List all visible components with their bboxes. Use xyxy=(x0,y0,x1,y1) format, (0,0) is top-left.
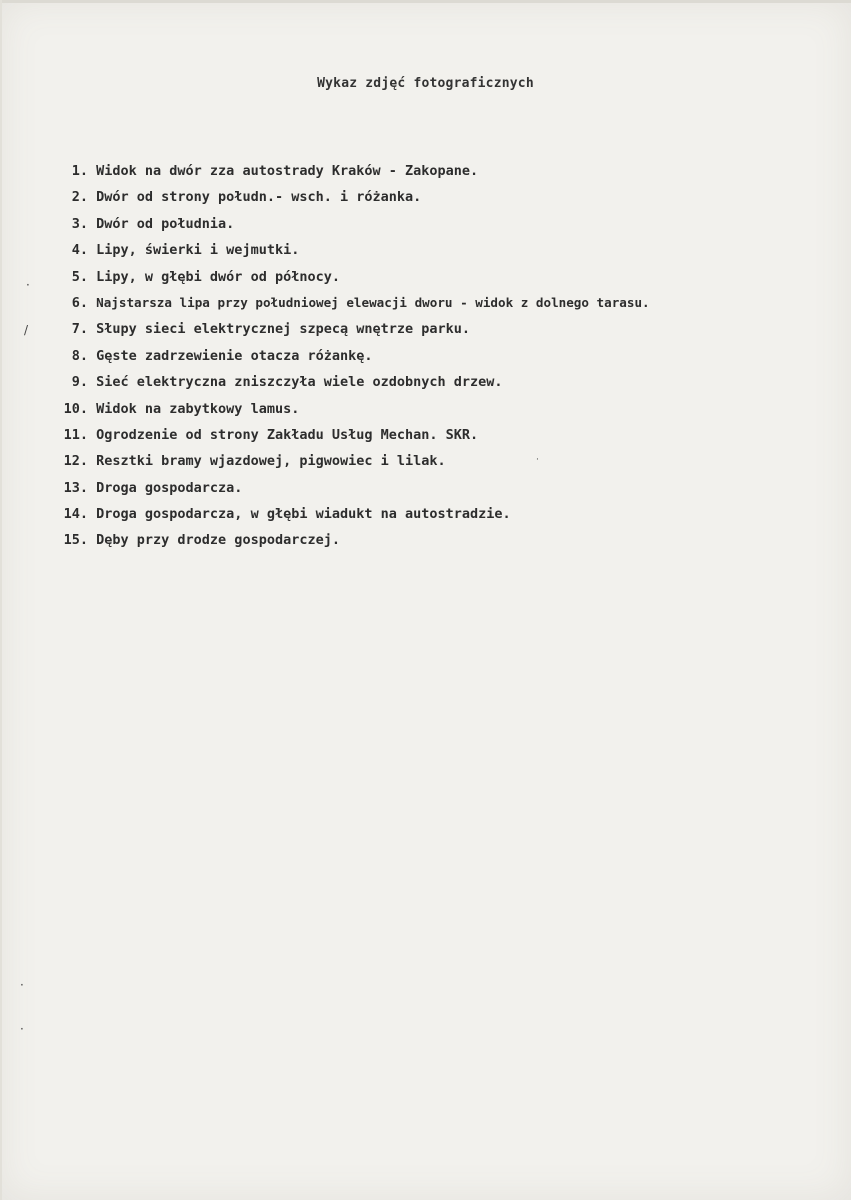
list-item xyxy=(44,427,844,453)
item-text: Droga gospodarcza. xyxy=(96,479,243,496)
page-edge-left xyxy=(0,0,2,1200)
list-item xyxy=(44,216,844,242)
list-item xyxy=(44,242,844,268)
item-text: Lipy, w głębi dwór od północy. xyxy=(96,268,340,285)
item-number: 8. xyxy=(71,347,88,364)
photo-list xyxy=(44,163,844,559)
list-item xyxy=(44,532,844,558)
item-number: 11. xyxy=(63,426,88,443)
item-number: 5. xyxy=(71,268,88,285)
text-speck: · xyxy=(536,455,539,465)
item-number: 10. xyxy=(63,400,88,417)
item-number: 3. xyxy=(71,215,88,232)
list-item xyxy=(44,295,844,321)
list-item xyxy=(44,269,844,295)
item-text: Widok na zabytkowy lamus. xyxy=(96,400,300,417)
item-number: 2. xyxy=(71,189,88,206)
item-text: Sieć elektryczna zniszczyła wiele ozdobnych drzew. xyxy=(96,374,503,391)
item-number: 6. xyxy=(71,294,88,311)
item-text: Słupy sieci elektrycznej szpecą wnętrze parku. xyxy=(96,321,471,338)
item-number: 7. xyxy=(71,321,88,338)
item-number: 12. xyxy=(63,453,88,470)
list-item xyxy=(44,189,844,215)
list-item xyxy=(44,453,844,479)
item-text: Dwór od strony połudn.- wsch. i różanka. xyxy=(96,189,422,206)
margin-speck: · xyxy=(20,1022,24,1036)
item-number: 15. xyxy=(63,532,88,549)
page-edge-top xyxy=(0,0,851,3)
item-text: Droga gospodarcza, w głębi wiadukt na autostradzie. xyxy=(96,506,511,523)
item-text: Lipy, świerki i wejmutki. xyxy=(96,242,300,259)
item-number: 9. xyxy=(71,374,88,391)
list-item xyxy=(44,321,844,347)
item-text: Gęste zadrzewienie otacza różankę. xyxy=(96,347,373,364)
list-item xyxy=(44,480,844,506)
item-text: Widok na dwór zza autostrady Kraków - Zakopane. xyxy=(96,163,479,179)
item-text: Ogrodzenie od strony Zakładu Usług Mechan. SKR. xyxy=(96,426,479,443)
list-item xyxy=(44,348,844,374)
list-item xyxy=(44,374,844,400)
item-text: Resztki bramy wjazdowej, pigwowiec i lilak. xyxy=(96,453,446,470)
list-item xyxy=(44,163,844,189)
item-number: 4. xyxy=(71,242,88,259)
list-item xyxy=(44,506,844,532)
list-item xyxy=(44,401,844,427)
margin-speck: / xyxy=(24,323,29,337)
document-title: Wykaz zdjęć fotograficznych xyxy=(317,76,534,91)
item-number: 14. xyxy=(63,506,88,523)
item-number: 1. xyxy=(71,163,88,179)
margin-speck: · xyxy=(20,978,24,992)
margin-speck: · xyxy=(26,278,30,292)
item-text: Dęby przy drodze gospodarczej. xyxy=(96,532,340,549)
item-text: Dwór od południa. xyxy=(96,215,235,232)
item-number: 13. xyxy=(63,479,88,496)
item-text: Najstarsza lipa przy południowej elewacji dworu - widok z dolnego tarasu. xyxy=(96,294,650,310)
